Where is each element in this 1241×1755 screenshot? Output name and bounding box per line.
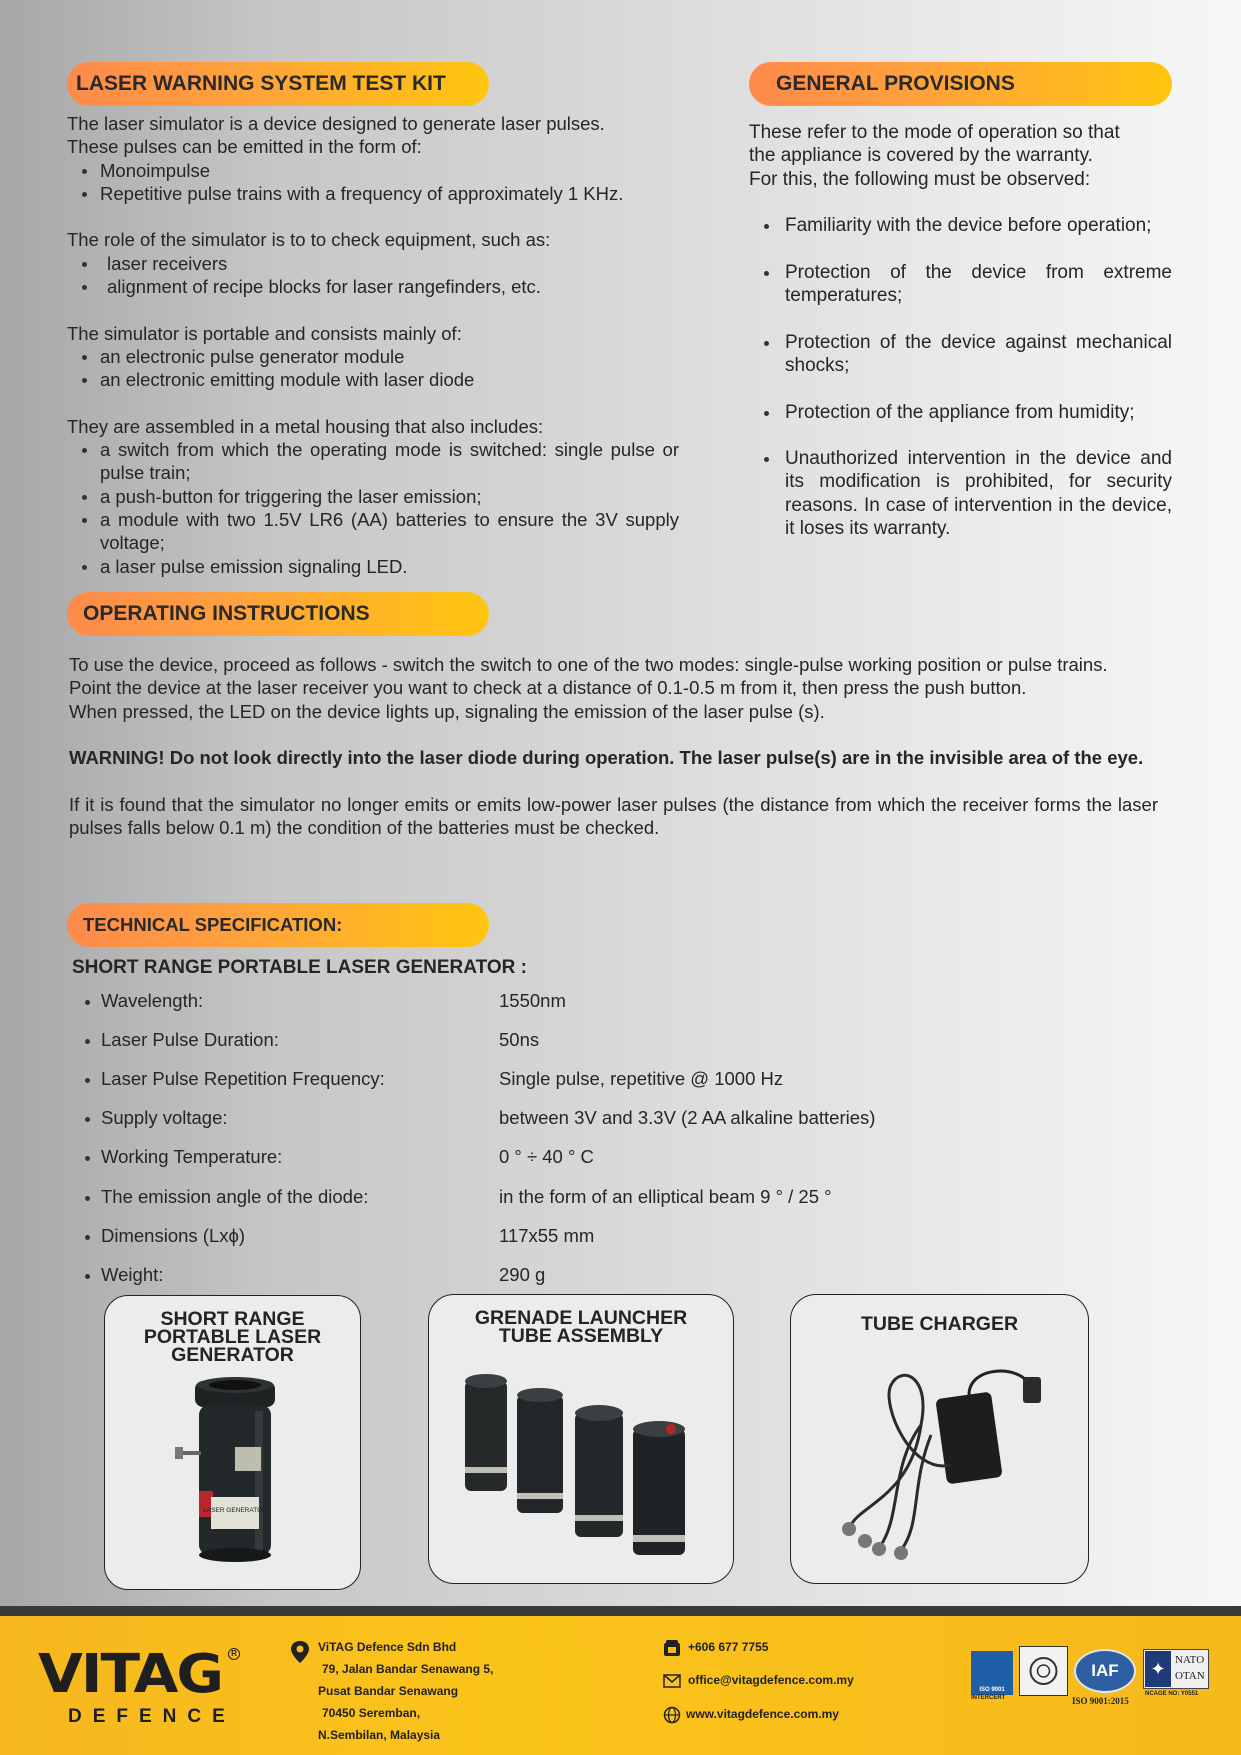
address-line: N.Sembilan, Malaysia xyxy=(318,1728,441,1742)
spec-value: 50ns xyxy=(499,1029,540,1050)
ops-paragraph: If it is found that the simulator no longer emits or emits low-power laser pulses (the distance from which the receiver forms the laser pulses falls below 0.1 m) the condition of the batteries must be checked. xyxy=(69,793,1158,839)
spec-label: Working Temperature: xyxy=(101,1146,283,1167)
device-label: LASER GENERATOR xyxy=(203,1507,267,1514)
address-line: 70450 Seremban, xyxy=(322,1706,421,1720)
provisions-intro-line: the appliance is covered by the warranty. xyxy=(749,145,1093,167)
card-title-line: GRENADE LAUNCHER xyxy=(474,1307,688,1329)
vitag-logo xyxy=(38,1642,248,1736)
spec-label: Supply voltage: xyxy=(101,1107,228,1128)
logo-wordmark: VITAG xyxy=(38,1642,223,1705)
accreditation-seal xyxy=(1019,1646,1068,1696)
nato-star-icon: ✦ xyxy=(1145,1651,1171,1687)
tube-charger-image xyxy=(791,1345,1089,1575)
list-item: an electronic pulse generator module xyxy=(67,345,679,368)
list-item: Repetitive pulse trains with a frequency of approximately 1 KHz. xyxy=(67,182,679,205)
lwstk-section-title: LASER WARNING SYSTEM TEST KIT xyxy=(67,62,489,106)
general-provisions-title: GENERAL PROVISIONS xyxy=(749,62,1172,106)
laser-generator-image xyxy=(105,1371,361,1590)
spec-label: Laser Pulse Duration: xyxy=(101,1029,279,1050)
phone-number[interactable]: +606 677 7755 xyxy=(688,1640,769,1654)
card-title-line: PORTABLE LASER xyxy=(143,1326,322,1348)
spec-value: 0 ° ÷ 40 ° C xyxy=(499,1146,594,1167)
spec-label: Weight: xyxy=(101,1264,164,1285)
list-item: an electronic emitting module with laser diode xyxy=(67,368,679,391)
list-item: laser receivers xyxy=(67,252,679,275)
card-grenade-launcher xyxy=(428,1294,734,1584)
provision-item: Protection of the appliance from humidity; xyxy=(749,401,1172,424)
spec-value: 117x55 mm xyxy=(499,1225,595,1246)
iaf-text: IAF xyxy=(1091,1661,1119,1680)
ops-paragraph: When pressed, the LED on the device lights up, signaling the emission of the laser pulse (s). xyxy=(69,700,825,722)
footer-divider xyxy=(0,1606,1241,1616)
spec-row xyxy=(101,1186,1001,1210)
spec-value: 290 g xyxy=(499,1264,546,1285)
intro-line: The role of the simulator is to to check equipment, such as: xyxy=(67,229,551,251)
iso-year-label: ISO 9001:2015 xyxy=(1072,1696,1129,1706)
spec-row xyxy=(101,1264,1001,1288)
spec-row xyxy=(101,1146,1001,1170)
pulse-forms-list xyxy=(67,159,679,206)
intro-line: The simulator is portable and consists mainly of: xyxy=(67,322,462,344)
spec-heading: SHORT RANGE PORTABLE LASER GENERATOR : xyxy=(72,957,527,978)
provisions-list xyxy=(749,214,1172,540)
spec-row xyxy=(101,990,1001,1014)
address-line: 79, Jalan Bandar Senawang 5, xyxy=(322,1662,494,1676)
list-item: a laser pulse emission signaling LED. xyxy=(67,555,679,578)
phone-icon xyxy=(663,1639,681,1657)
location-pin-icon xyxy=(290,1640,310,1664)
iaf-badge xyxy=(1074,1649,1136,1693)
list-item: a module with two 1.5V LR6 (AA) batteries to ensure the 3V supply voltage; xyxy=(67,508,679,555)
operating-instructions-title: OPERATING INSTRUCTIONS xyxy=(67,592,489,636)
provision-item: Protection of the device against mechanical shocks; xyxy=(749,331,1172,378)
spec-label: Dimensions (Lxϕ) xyxy=(101,1225,246,1246)
card-title xyxy=(791,1315,1088,1333)
ncage-label: NCAGE NO: Y0551 xyxy=(1145,1691,1199,1697)
check-equipment-list xyxy=(67,252,679,299)
spec-value: 1550nm xyxy=(499,990,566,1011)
otan-text: OTAN xyxy=(1175,1670,1205,1682)
list-item: Monoimpulse xyxy=(67,159,679,182)
list-item: a switch from which the operating mode is switched: single pulse or pulse train; xyxy=(67,438,679,485)
spec-row xyxy=(101,1107,1001,1131)
card-laser-generator xyxy=(104,1295,361,1590)
ops-paragraph: To use the device, proceed as follows - switch the switch to one of the two modes: single-pulse working position or pulse trains. xyxy=(69,654,1108,675)
logo-subtitle: DEFENCE xyxy=(68,1706,236,1727)
intro-line: They are assembled in a metal housing that also includes: xyxy=(67,415,544,437)
list-item: alignment of recipe blocks for laser rangefinders, etc. xyxy=(67,275,679,298)
general-provisions-text xyxy=(749,121,1172,564)
company-name: ViTAG Defence Sdn Bhd xyxy=(318,1640,457,1654)
card-title xyxy=(105,1310,360,1364)
technical-specification-title: TECHNICAL SPECIFICATION: xyxy=(67,903,489,947)
provision-item: Unauthorized intervention in the device and its modification is prohibited, for security reasons. In case of intervention in the device, it loses its warranty. xyxy=(749,447,1172,540)
iso-badge-text: ISO 9001 xyxy=(979,1687,1005,1693)
nato-badge xyxy=(1143,1649,1209,1689)
intro-text xyxy=(67,112,679,578)
provision-item: Protection of the device from extreme temperatures; xyxy=(749,261,1172,308)
card-tube-charger xyxy=(790,1294,1089,1584)
spec-value: in the form of an elliptical beam 9 ° / 25 ° xyxy=(499,1186,832,1207)
components-list xyxy=(67,345,679,392)
ops-paragraph: Point the device at the laser receiver you want to check at a distance of 0.1-0.5 m from it, then press the push button. xyxy=(69,677,1027,699)
logo-registered-mark: R xyxy=(228,1648,240,1660)
card-title-line: GENERATOR xyxy=(171,1344,294,1366)
tube-assembly-image xyxy=(429,1355,734,1575)
card-title-line: TUBE ASSEMBLY xyxy=(498,1325,664,1347)
spec-value: between 3V and 3.3V (2 AA alkaline batteries) xyxy=(499,1107,876,1128)
provision-item: Familiarity with the device before operation; xyxy=(749,214,1172,237)
spec-label: The emission angle of the diode: xyxy=(101,1186,369,1207)
intro-line: These pulses can be emitted in the form of: xyxy=(67,136,422,158)
address-line: Pusat Bandar Senawang xyxy=(318,1684,459,1698)
card-title-line: SHORT RANGE xyxy=(160,1308,305,1330)
spec-value: Single pulse, repetitive @ 1000 Hz xyxy=(499,1068,784,1089)
intercert-label: INTERCERT xyxy=(971,1695,1006,1701)
iso-badge xyxy=(971,1651,1013,1695)
spec-row xyxy=(101,1029,1001,1053)
intro-line: The laser simulator is a device designed to generate laser pulses. xyxy=(67,113,605,134)
provisions-intro-line: For this, the following must be observed: xyxy=(749,168,1091,190)
warning-text: WARNING! Do not look directly into the laser diode during operation. The laser pulse(s) are in the invisible area of the eye. xyxy=(69,747,1144,769)
operating-instructions-text xyxy=(69,653,1158,839)
spec-row xyxy=(101,1068,1001,1092)
globe-icon xyxy=(663,1706,681,1724)
card-title xyxy=(429,1309,733,1345)
housing-list xyxy=(67,438,679,578)
list-item: a push-button for triggering the laser emission; xyxy=(67,485,679,508)
nato-text: NATO xyxy=(1175,1654,1205,1666)
footer xyxy=(0,1616,1241,1755)
mail-icon xyxy=(663,1674,681,1688)
spec-label: Laser Pulse Repetition Frequency: xyxy=(101,1068,385,1089)
address-block xyxy=(318,1636,493,1746)
website-link[interactable]: www.vitagdefence.com.my xyxy=(686,1707,839,1721)
spec-label: Wavelength: xyxy=(101,990,204,1011)
provisions-intro-line: These refer to the mode of operation so that xyxy=(749,122,1120,143)
card-title-line: TUBE CHARGER xyxy=(860,1313,1019,1335)
spec-row xyxy=(101,1225,1001,1249)
email-link[interactable]: office@vitagdefence.com.my xyxy=(688,1673,854,1687)
